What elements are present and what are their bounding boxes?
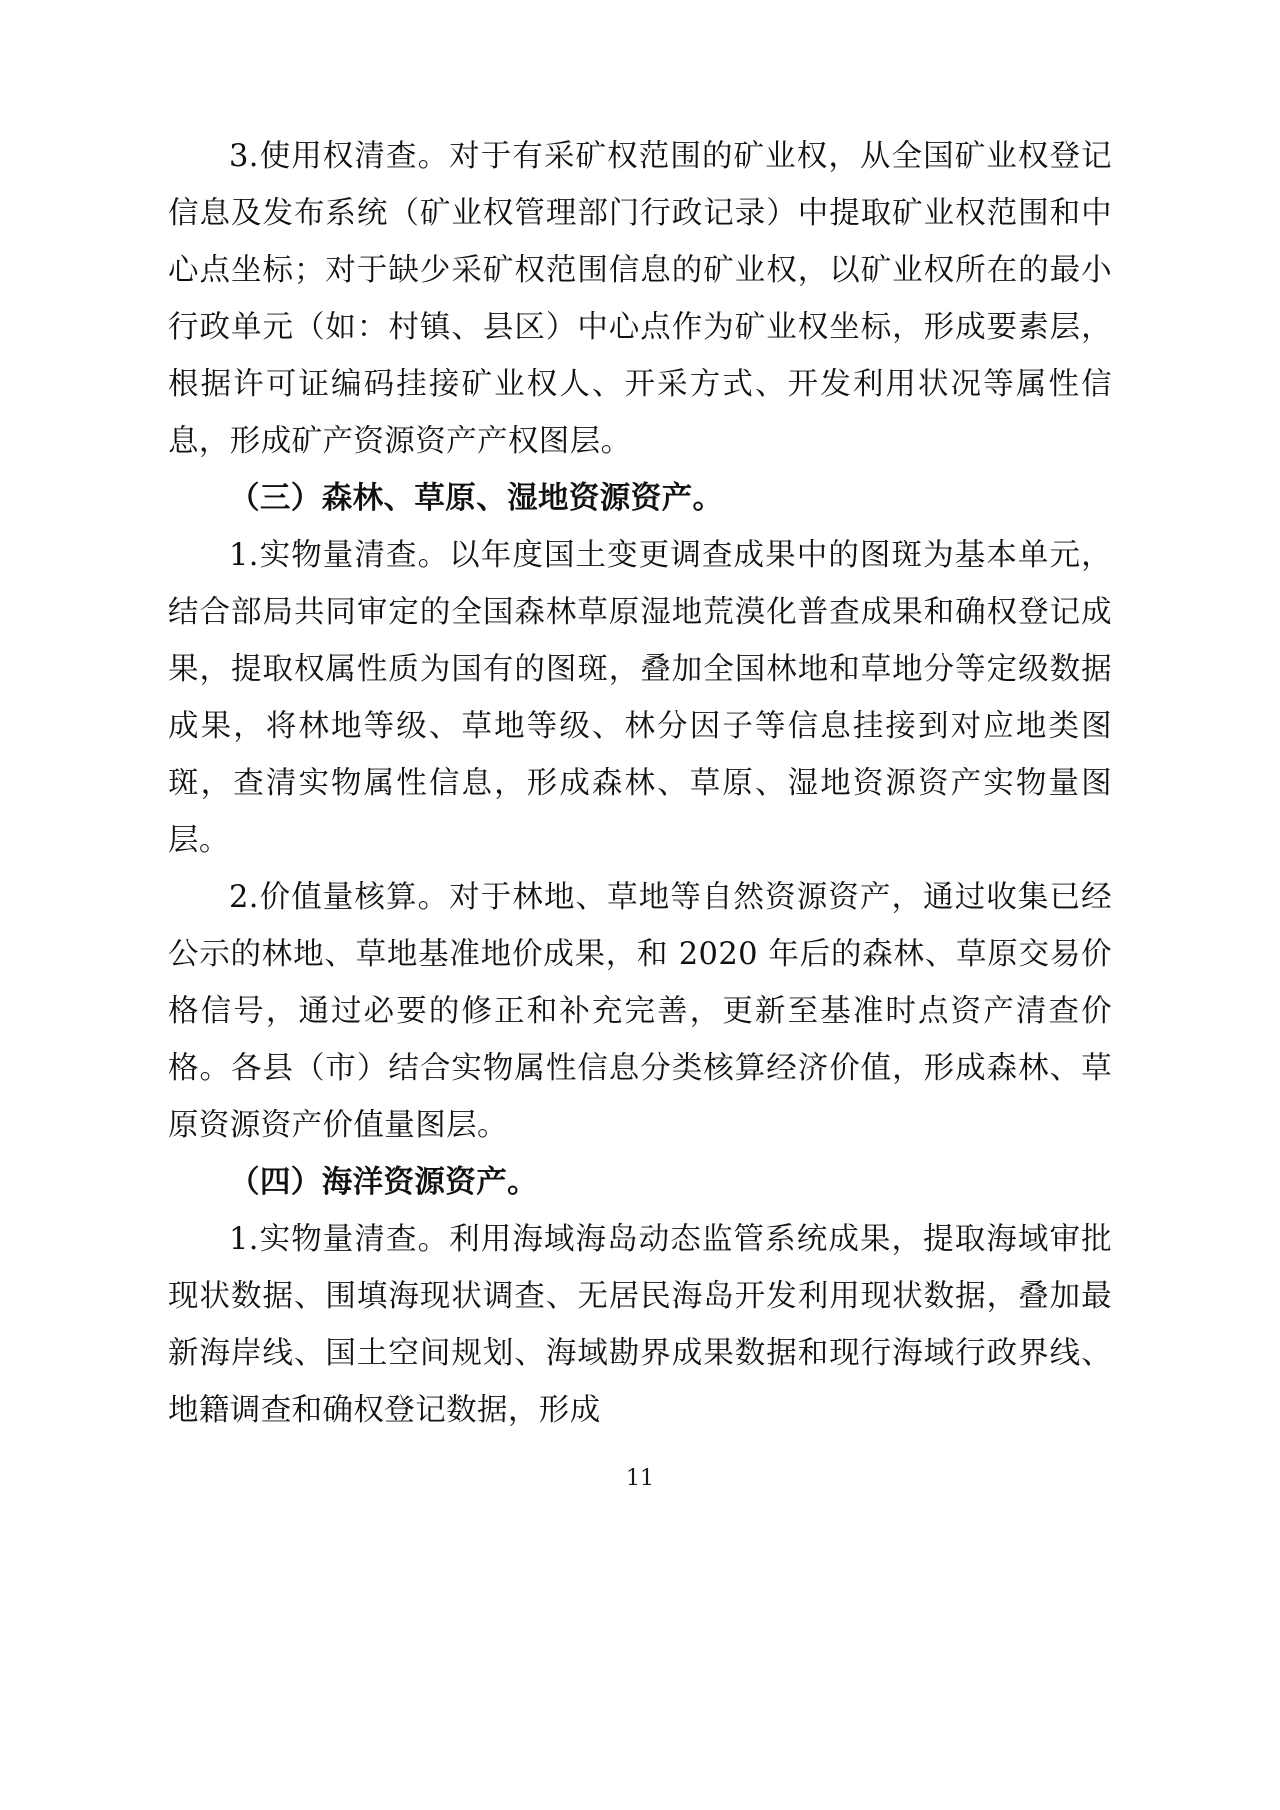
page-number: 11 bbox=[626, 1466, 654, 1491]
page-body bbox=[168, 128, 1112, 1439]
heading-marine-resources: （四）海洋资源资产。 bbox=[229, 1164, 538, 1200]
heading-forest-grassland-wetland: （三）森林、草原、湿地资源资产。 bbox=[229, 480, 724, 516]
paragraph-value-accounting-forest: 2.价值量核算。对于林地、草地等自然资源资产，通过收集已经公示的林地、草地基准地价成果，和 2020 年后的森林、草原交易价格信号，通过必要的修正和补充完善，更新至基准时点资产清查价格。各县（市）结合实物属性信息分类核算经济价值，形成森林、草原资源资产价值量图层。 bbox=[168, 880, 1112, 1143]
paragraph-physical-inventory-forest: 1.实物量清查。以年度国土变更调查成果中的图斑为基本单元，结合部局共同审定的全国森林草原湿地荒漠化普查成果和确权登记成果，提取权属性质为国有的图斑，叠加全国林地和草地分等定级数据成果，将林地等级、草地等级、林分因子等信息挂接到对应地类图斑，查清实物属性信息，形成森林、草原、湿地资源资产实物量图层。 bbox=[168, 538, 1112, 858]
paragraph-use-right-inventory: 3.使用权清查。对于有采矿权范围的矿业权，从全国矿业权登记信息及发布系统（矿业权管理部门行政记录）中提取矿业权范围和中心点坐标；对于缺少采矿权范围信息的矿业权，以矿业权所在的最小行政单元（如：村镇、县区）中心点作为矿业权坐标，形成要素层，根据许可证编码挂接矿业权人、开采方式、开发利用状况等属性信息，形成矿产资源资产产权图层。 bbox=[168, 139, 1112, 459]
paragraph-physical-inventory-marine: 1.实物量清查。利用海域海岛动态监管系统成果，提取海域审批现状数据、围填海现状调查、无居民海岛开发利用现状数据，叠加最新海岸线、国土空间规划、海域勘界成果数据和现行海域行政界线、地籍调查和确权登记数据，形成 bbox=[168, 1222, 1112, 1428]
